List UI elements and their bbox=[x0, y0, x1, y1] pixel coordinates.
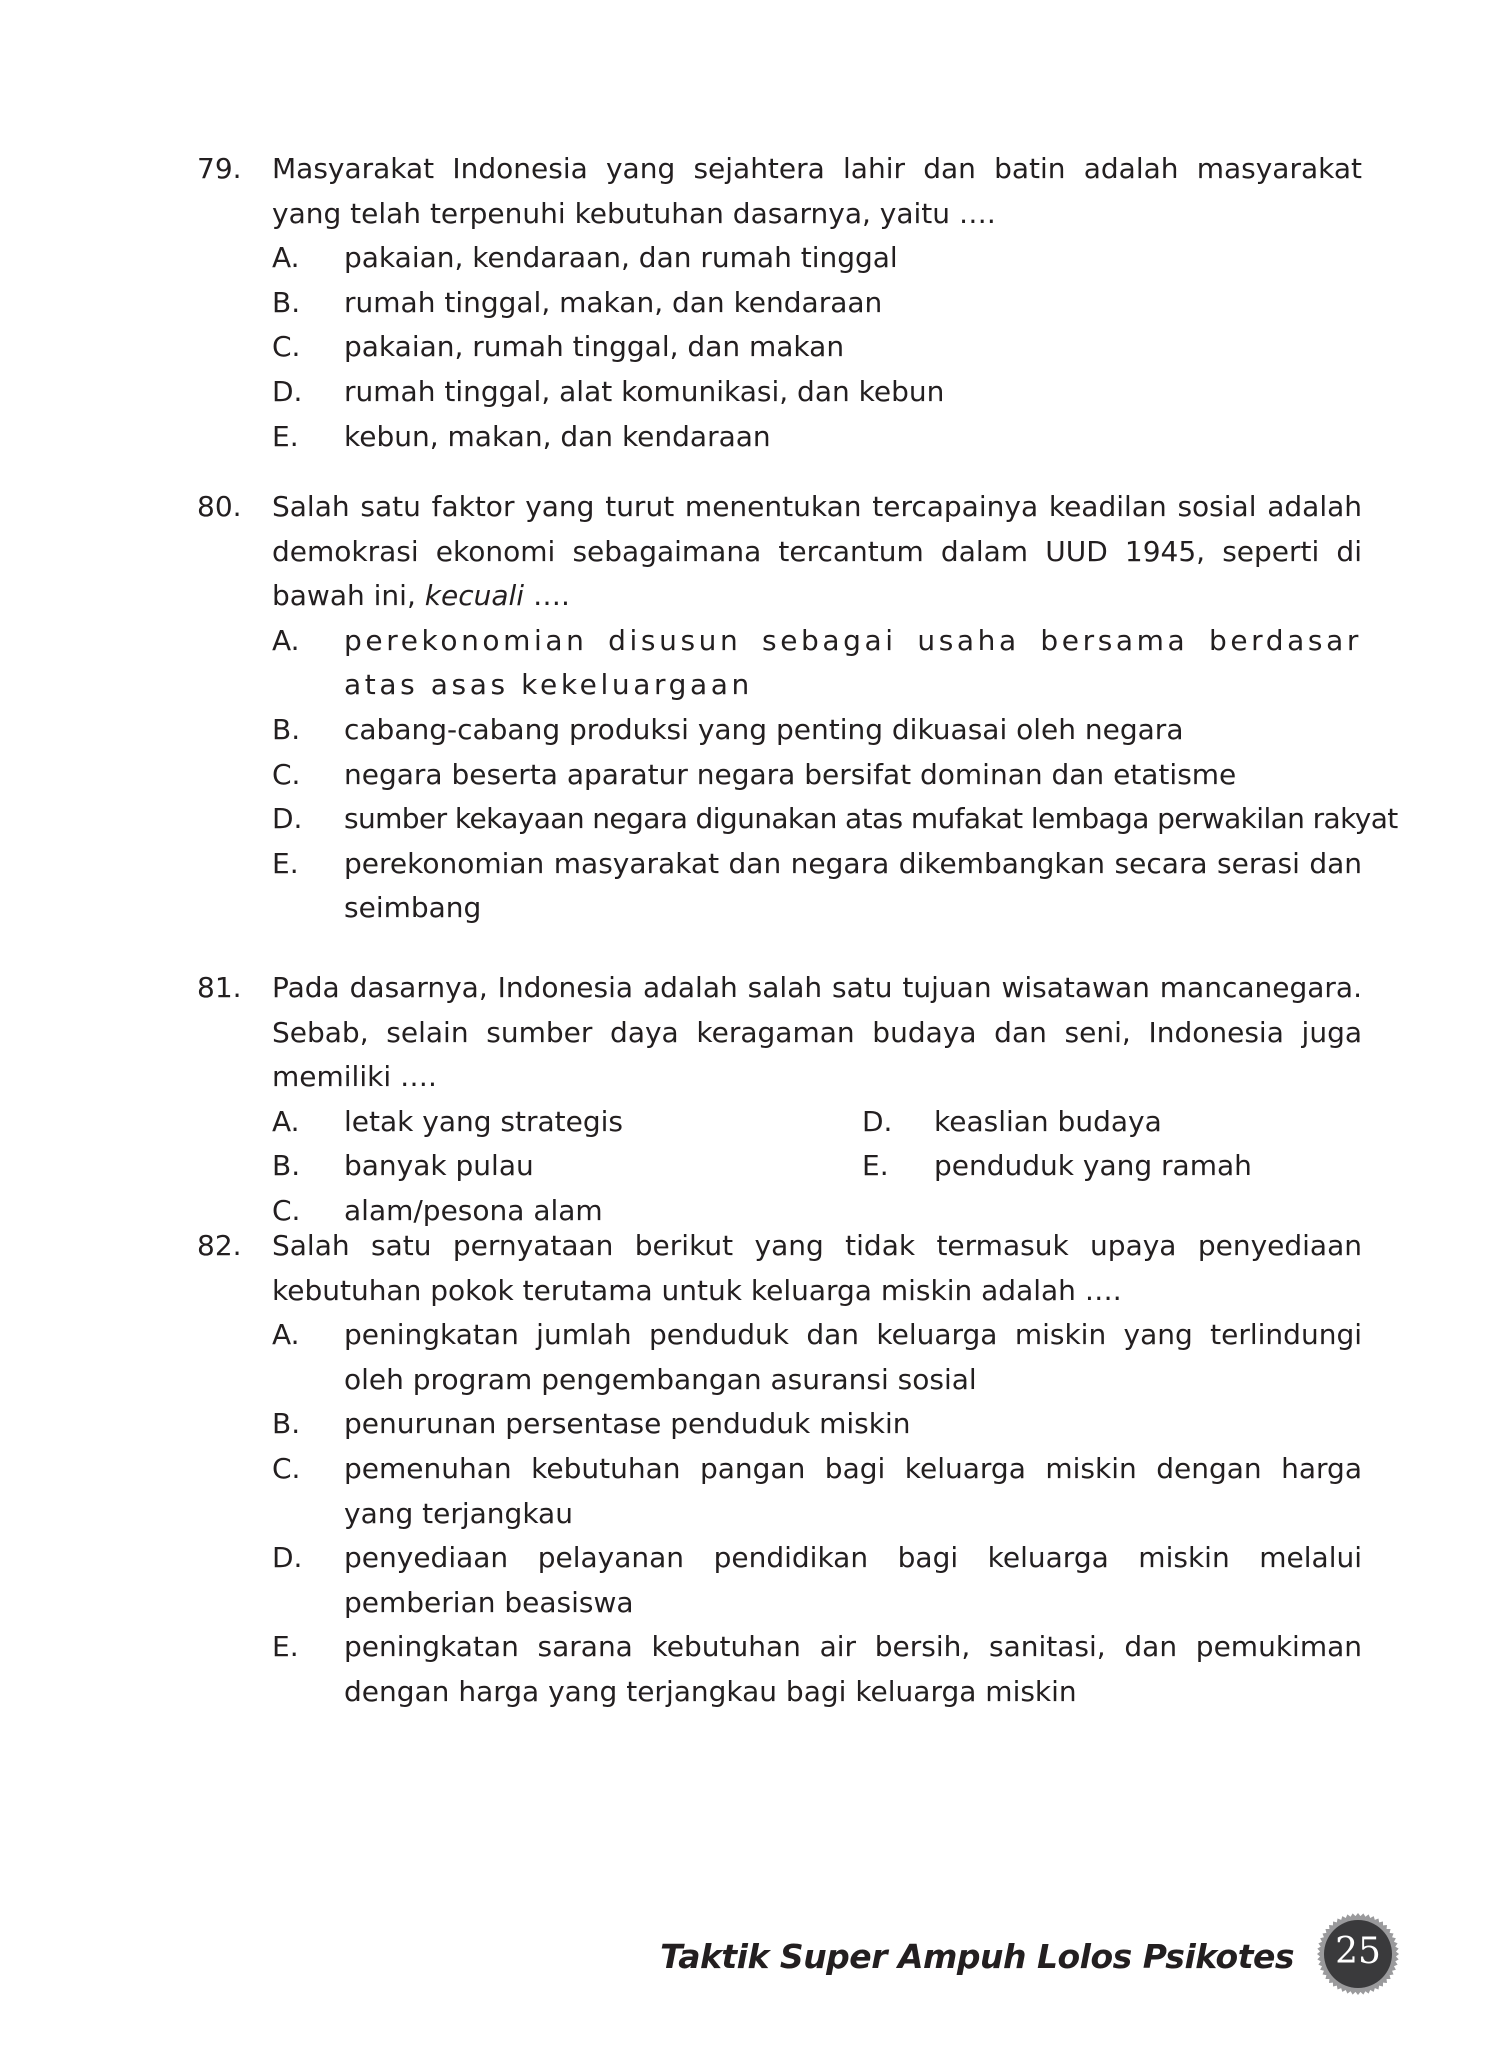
option-text: cabang-cabang produksi yang penting dikuasai oleh negara bbox=[344, 712, 1184, 746]
option-text: kebun, makan, dan kendaraan bbox=[344, 419, 771, 453]
option-b bbox=[272, 1144, 862, 1189]
option-text: alam/pesona alam bbox=[344, 1193, 603, 1227]
option-c bbox=[272, 753, 1362, 798]
option-letter: D. bbox=[862, 1104, 893, 1138]
question-text: Salah satu faktor yang turut menentukan tercapainya keadilan sosial adalah demokrasi ekonomi sebagaimana tercantum dalam UUD 1945, seperti di bawah ini, kecuali …. bbox=[272, 490, 1362, 613]
option-e bbox=[272, 842, 1362, 931]
page-number: 25 bbox=[1335, 1931, 1381, 1972]
option-text: keaslian budaya bbox=[934, 1104, 1162, 1138]
option-text: penurunan persentase penduduk miskin bbox=[344, 1407, 911, 1441]
option-text: negara beserta aparatur negara bersifat dominan dan etatisme bbox=[344, 757, 1237, 791]
option-a bbox=[272, 619, 1362, 708]
option-letter: E. bbox=[862, 1149, 889, 1183]
option-letter: C. bbox=[272, 330, 301, 364]
option-letter: D. bbox=[272, 802, 303, 836]
option-letter: B. bbox=[272, 1149, 301, 1183]
option-a bbox=[272, 1100, 862, 1145]
question-80 bbox=[197, 485, 1398, 931]
option-e bbox=[272, 1625, 1362, 1714]
option-a bbox=[272, 236, 1362, 281]
option-letter: E. bbox=[272, 419, 299, 453]
question-text: Pada dasarnya, Indonesia adalah salah satu tujuan wisatawan mancanegara. Sebab, selain sumber daya keragaman budaya dan seni, Indonesia juga memiliki …. bbox=[272, 971, 1362, 1094]
option-b bbox=[272, 1402, 1362, 1447]
option-text: sumber kekayaan negara digunakan atas mufakat lembaga perwakilan rakyat bbox=[344, 802, 1398, 836]
option-text: rumah tinggal, makan, dan kendaraan bbox=[344, 285, 883, 319]
option-b bbox=[272, 281, 1362, 326]
option-d bbox=[272, 370, 1362, 415]
option-list bbox=[272, 236, 1362, 459]
option-text: perekonomian masyarakat dan negara dikembangkan secara serasi dan seimbang bbox=[344, 846, 1362, 925]
option-letter: D. bbox=[272, 1541, 303, 1575]
option-letter: E. bbox=[272, 1630, 299, 1664]
option-letter: C. bbox=[272, 1451, 301, 1485]
question-81 bbox=[197, 966, 1362, 1234]
question-79 bbox=[197, 147, 1362, 459]
option-b bbox=[272, 708, 1362, 753]
page-number-badge bbox=[1316, 1912, 1400, 1996]
question-text: Masyarakat Indonesia yang sejahtera lahir dan batin adalah masyarakat yang telah terpenuhi kebutuhan dasarnya, yaitu …. bbox=[272, 152, 1362, 230]
option-letter: A. bbox=[272, 241, 300, 275]
question-number: 80. bbox=[197, 490, 242, 523]
option-letter: B. bbox=[272, 712, 301, 746]
option-list bbox=[272, 619, 1398, 931]
option-list bbox=[272, 1313, 1362, 1714]
option-text: rumah tinggal, alat komunikasi, dan kebun bbox=[344, 374, 945, 408]
option-d bbox=[862, 1100, 1362, 1145]
option-letter: B. bbox=[272, 285, 301, 319]
option-letter: C. bbox=[272, 1193, 301, 1227]
option-a bbox=[272, 1313, 1362, 1402]
question-number: 79. bbox=[197, 152, 242, 185]
option-e bbox=[272, 415, 1362, 460]
question-text: Salah satu pernyataan berikut yang tidak termasuk upaya penyediaan kebutuhan pokok terutama untuk keluarga miskin adalah …. bbox=[272, 1229, 1362, 1307]
option-text: letak yang strategis bbox=[344, 1104, 623, 1138]
option-letter: C. bbox=[272, 757, 301, 791]
option-e bbox=[862, 1144, 1362, 1189]
option-letter: A. bbox=[272, 1104, 300, 1138]
option-text: penduduk yang ramah bbox=[934, 1149, 1252, 1183]
option-d bbox=[272, 797, 1398, 842]
option-letter: B. bbox=[272, 1407, 301, 1441]
option-list bbox=[272, 1100, 1362, 1234]
option-text: penyediaan pelayanan pendidikan bagi keluarga miskin melalui pemberian beasiswa bbox=[344, 1541, 1362, 1619]
question-82 bbox=[197, 1224, 1362, 1715]
option-text: perekonomian disusun sebagai usaha bersama berdasar atas asas kekeluargaan bbox=[344, 623, 1362, 702]
question-number: 81. bbox=[197, 971, 242, 1004]
option-text: pemenuhan kebutuhan pangan bagi keluarga miskin dengan harga yang terjangkau bbox=[344, 1451, 1362, 1530]
option-text: peningkatan jumlah penduduk dan keluarga miskin yang terlindungi oleh program pengembangan asuransi sosial bbox=[344, 1318, 1362, 1396]
option-text: pakaian, kendaraan, dan rumah tinggal bbox=[344, 241, 898, 275]
option-text: banyak pulau bbox=[344, 1149, 534, 1183]
option-text: pakaian, rumah tinggal, dan makan bbox=[344, 330, 845, 364]
option-d bbox=[272, 1536, 1362, 1625]
option-text: peningkatan sarana kebutuhan air bersih, sanitasi, dan pemukiman dengan harga yang terjangkau bagi keluarga miskin bbox=[344, 1630, 1362, 1708]
option-c bbox=[272, 325, 1362, 370]
option-letter: A. bbox=[272, 1318, 300, 1352]
option-letter: E. bbox=[272, 846, 299, 880]
option-c bbox=[272, 1447, 1362, 1536]
emphasis-text: kecuali bbox=[424, 579, 525, 613]
option-letter: A. bbox=[272, 623, 300, 657]
option-letter: D. bbox=[272, 374, 303, 408]
book-title: Taktik Super Ampuh Lolos Psikotes bbox=[660, 1937, 1294, 1976]
question-number: 82. bbox=[197, 1229, 242, 1262]
